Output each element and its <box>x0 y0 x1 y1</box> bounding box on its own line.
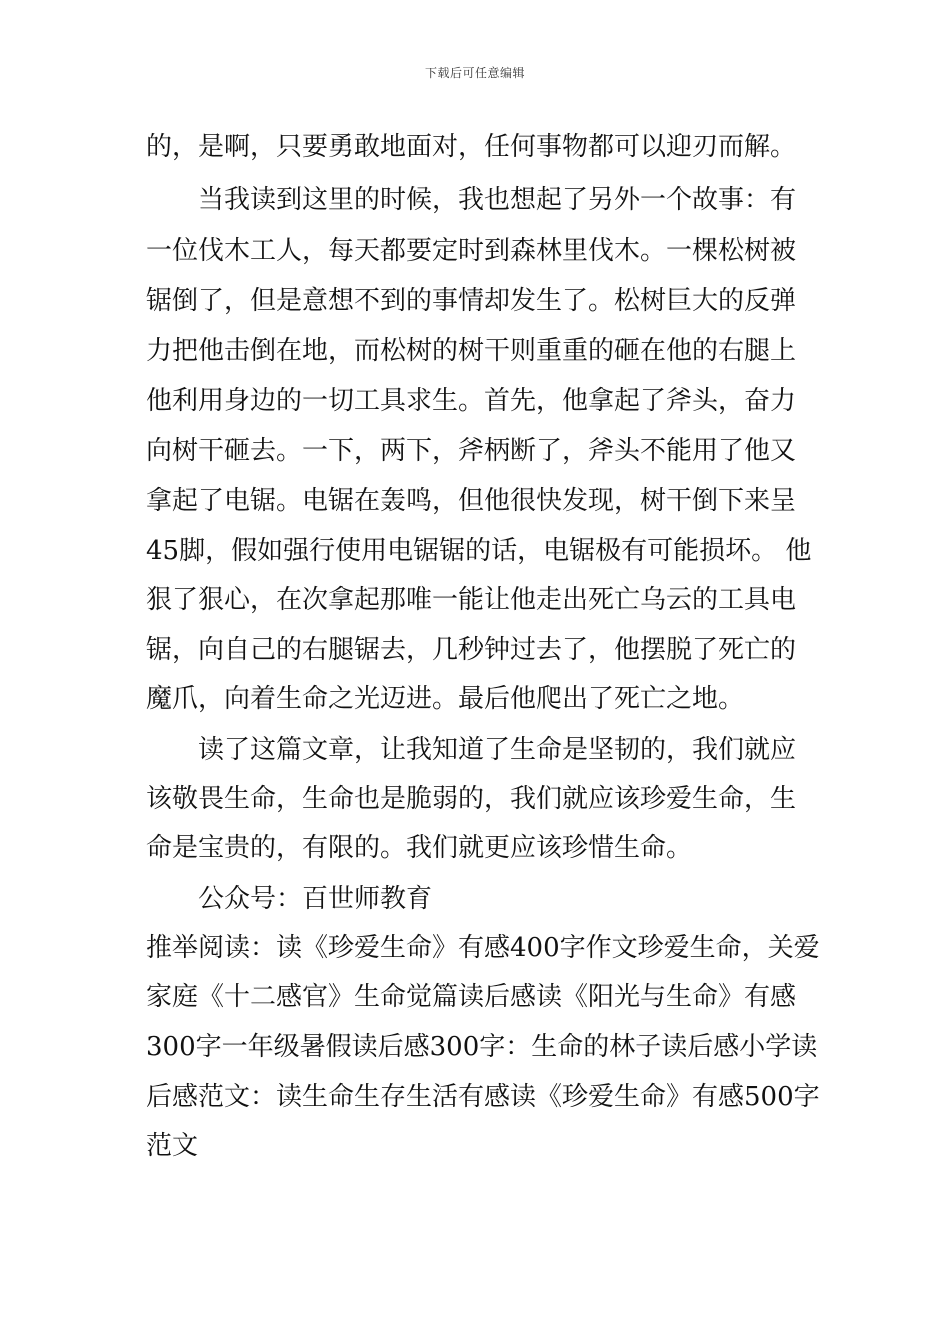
text-line: 该敬畏生命，生命也是脆弱的，我们就应该珍爱生命，生 <box>146 784 797 814</box>
text-line: 魔爪，向着生命之光迈进。最后他爬出了死亡之地。 <box>146 684 745 714</box>
text-line: 命是宝贵的，有限的。我们就更应该珍惜生命。 <box>146 833 693 863</box>
text-line: 向树干砸去。一下，两下，斧柄断了，斧头不能用了他又 <box>146 436 797 466</box>
text-line: 力把他击倒在地，而松树的树干则重重的砸在他的右腿上 <box>146 336 797 366</box>
text-line: 锯倒了，但是意想不到的事情却发生了。松树巨大的反弹 <box>146 286 797 316</box>
text-line: 公众号：百世师教育 <box>198 884 433 914</box>
text-line: 当我读到这里的时候，我也想起了另外一个故事：有 <box>198 185 797 215</box>
text-line: 锯，向自己的右腿锯去，几秒钟过去了，他摆脱了死亡的 <box>146 635 797 665</box>
text-line: 后感范文：读生命生存生活有感读《珍爱生命》有感500字 <box>146 1082 820 1112</box>
text-line: 一位伐木工人，每天都要定时到森林里伐木。一棵松树被 <box>146 236 797 266</box>
text-line: 家庭《十二感官》生命觉篇读后感读《阳光与生命》有感 <box>146 982 797 1012</box>
text-line: 狠了狠心，在次拿起那唯一能让他走出死亡乌云的工具电 <box>146 585 797 615</box>
text-line: 他利用身边的一切工具求生。首先，他拿起了斧头，奋力 <box>146 386 797 416</box>
text-line: 读了这篇文章，让我知道了生命是坚韧的，我们就应 <box>198 735 797 765</box>
page-header: 下载后可任意编辑 <box>424 66 525 80</box>
text-line: 300字一年级暑假读后感300字：生命的林子读后感小学读 <box>146 1032 818 1062</box>
text-line: 拿起了电锯。电锯在轰鸣，但他很快发现，树干倒下来呈 <box>146 486 797 516</box>
text-line: 范文 <box>146 1131 199 1161</box>
text-line: 推举阅读：读《珍爱生命》有感400字作文珍爱生命，关爱 <box>146 933 820 963</box>
text-line: 45脚，假如强行使用电锯锯的话，电锯极有可能损坏。 他 <box>146 536 812 566</box>
text-line: 的，是啊，只要勇敢地面对，任何事物都可以迎刃而解。 <box>146 132 797 162</box>
